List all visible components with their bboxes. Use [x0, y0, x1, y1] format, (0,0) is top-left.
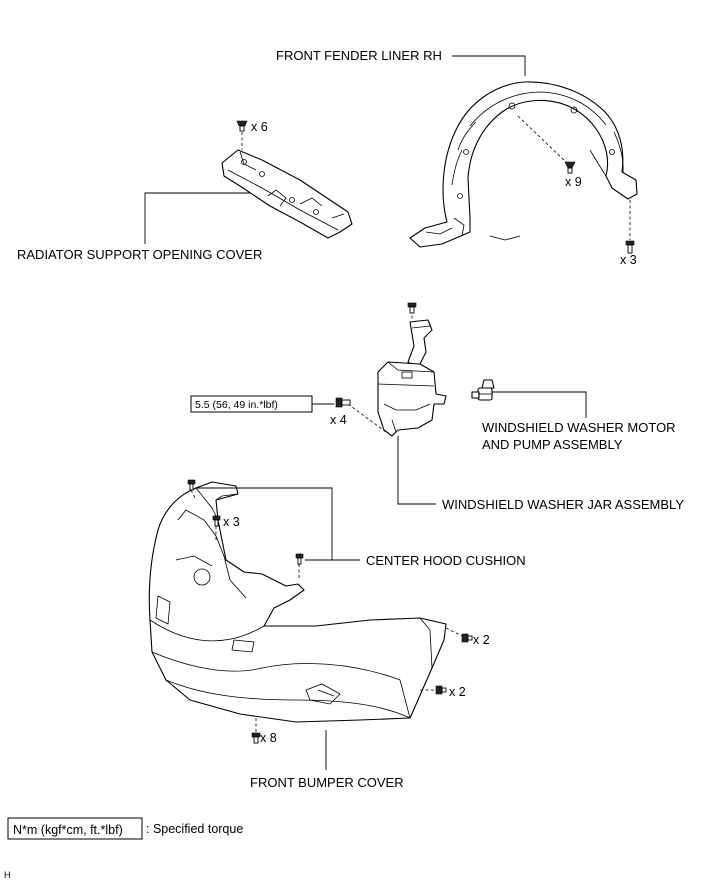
- radiator-cover-leader: [145, 193, 250, 244]
- bumper-side-lower-qty: x 2: [449, 685, 466, 699]
- center-hood-cushion-icon: [296, 554, 303, 564]
- legend-description: : Specified torque: [146, 822, 244, 836]
- bumper-side-screw-lower-icon: [436, 686, 446, 694]
- radiator-clip-qty: x 6: [251, 120, 268, 134]
- radiator-support-opening-cover-drawing: [222, 150, 352, 238]
- jar-top-screw-icon: [408, 303, 416, 313]
- legend-box-text: N*m (kgf*cm, ft.*lbf): [13, 823, 123, 837]
- fender-liner-label: FRONT FENDER LINER RH: [276, 48, 442, 63]
- radiator-clip-icon: [237, 121, 247, 131]
- washer-motor-label-line2: AND PUMP ASSEMBLY: [482, 437, 623, 452]
- fender-clip-qty: x 9: [565, 175, 582, 189]
- radiator-cover-label: RADIATOR SUPPORT OPENING COVER: [17, 247, 263, 262]
- fender-liner-leader: [452, 56, 525, 76]
- washer-motor-pump-drawing: [472, 380, 494, 400]
- bumper-bottom-qty: x 8: [260, 731, 277, 745]
- windshield-washer-jar-drawing: [378, 320, 446, 436]
- jar-bolt-icon: [336, 398, 350, 407]
- washer-motor-leader: [492, 392, 586, 418]
- fender-screw-qty: x 3: [620, 253, 637, 267]
- center-hood-cushion-label: CENTER HOOD CUSHION: [366, 553, 526, 568]
- bumper-side-screw-upper-icon: [462, 634, 472, 642]
- torque-value: 5.5 (56, 49 in.*lbf): [195, 399, 278, 411]
- front-fender-liner-drawing: [410, 82, 637, 247]
- bumper-side-upper-guide: [446, 628, 462, 636]
- front-bumper-cover-label: FRONT BUMPER COVER: [250, 775, 404, 790]
- washer-jar-leader: [398, 436, 436, 504]
- bumper-top-clip-qty: x 3: [223, 515, 240, 529]
- front-bumper-cover-drawing: [149, 482, 446, 722]
- washer-motor-label-line1: WINDSHIELD WASHER MOTOR: [482, 420, 676, 435]
- bumper-bottom-screw-icon: [252, 733, 260, 743]
- washer-jar-label: WINDSHIELD WASHER JAR ASSEMBLY: [442, 497, 684, 512]
- jar-bolt-qty: x 4: [330, 413, 347, 427]
- figure-code: H: [4, 870, 11, 880]
- fender-screw-icon: [626, 241, 634, 253]
- fender-clip-icon: [565, 162, 575, 173]
- bumper-side-upper-qty: x 2: [473, 633, 490, 647]
- fender-clip-guide: [518, 116, 568, 164]
